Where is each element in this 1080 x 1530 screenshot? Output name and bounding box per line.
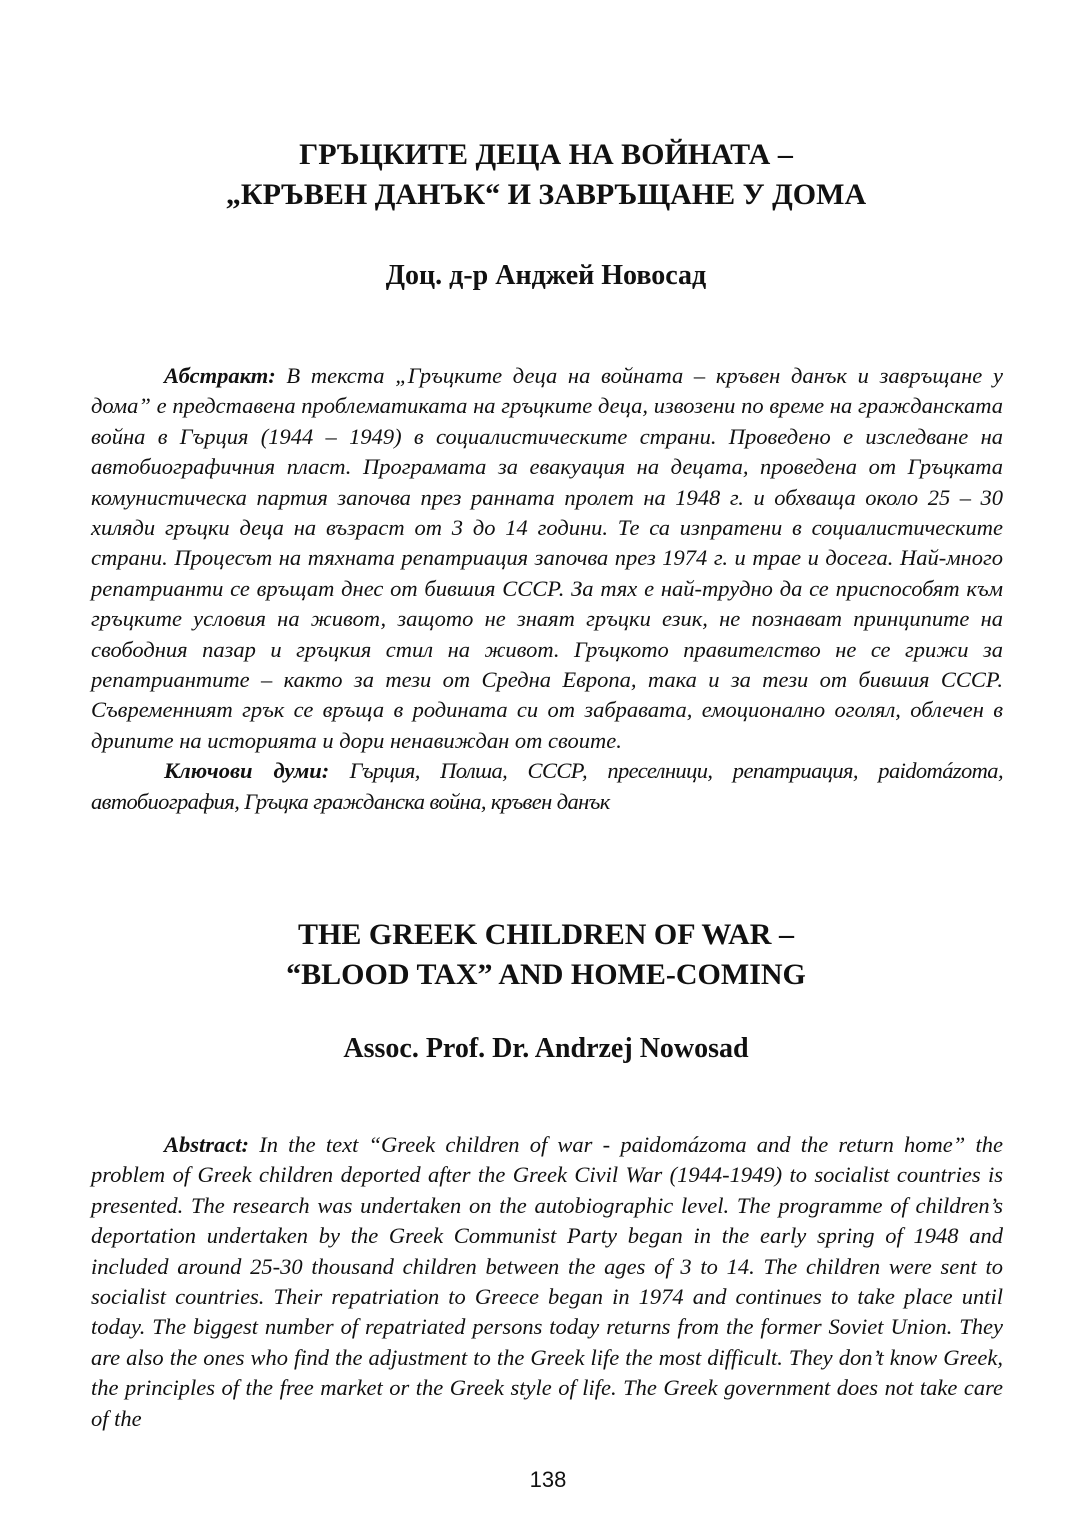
- bulgarian-keywords-text: Гърция, Полша, СССР, преселници, репатриация, paidomázoma, автобиография, Гръцка гражданска война, кръвен данък: [91, 758, 1003, 814]
- english-abstract-text: In the text “Greek children of war - paidomázoma and the return home” the problem of Greek children deported after the Greek Civil War (1944-1949) to socialist countries is presented. The research was undertaken on the autobiographic level. The programme of children’s deportation undertaken by the Greek Communist Party began in the early spring of 1948 and included around 25-30 thousand children between the ages of 3 to 14. The children were sent to socialist countries. Their repatriation to Greece began in 1974 and continues to take place until today. The biggest number of repatriated persons today returns from the former Soviet Union. They are also the ones who find the adjustment to the Greek life the most difficult. They don’t know Greek, the principles of the free market or the Greek style of life. The Greek government does not take care of the: [91, 1132, 1003, 1431]
- english-abstract: [91, 1130, 1003, 1434]
- bulgarian-abstract-text: В текста „Гръцките деца на войната – кръвен данък и завръщане у дома” е представена проблематиката на гръцките деца, извозени по време на гражданската война в Гърция (1944 – 1949) в социалистическите страни. Проведено е изследване на автобиографичния пласт. Програмата за евакуация на децата, проведена от Гръцката комунистическа партия започва през ранната пролет на 1948 г. и обхваща около 25 – 30 хиляди гръцки деца на възраст от 3 до 14 години. Те са изпратени в социалистическите страни. Процесът на тяхната репатриация започва през 1974 г. и трае и досега. Най-много репатрианти се връщат днес от бившия СССР. За тях е най-трудно да се приспособят към гръцките условия на живот, защото не знаят гръцки език, не познават принципите на свободния пазар и гръцкия стил на живот. Гръцкото правителство не се грижи за репатриантите – както за тези от Средна Европа, така и за тези от бившия СССР. Съвременният грък се връща в родината си от забравата, емоционално оголял, облечен в дрипите на историята и дори ненавиждан от своите.: [91, 363, 1003, 753]
- english-abstract-label: Abstract:: [164, 1132, 250, 1157]
- bulgarian-author: Доц. д-р Анджей Новосад: [385, 260, 707, 291]
- bulgarian-title-line-1: ГРЪЦКИТЕ ДЕЦА НА ВОЙНАТА –: [299, 138, 793, 171]
- english-title-line-1: THE GREEK CHILDREN OF WAR –: [298, 918, 794, 951]
- english-abstract-paragraph: [91, 1130, 1003, 1434]
- english-title: [90, 915, 1002, 995]
- english-title-line-2: “BLOOD TAX” AND HOME-COMING: [286, 958, 806, 991]
- bulgarian-title: [90, 135, 1002, 215]
- page-number: 138: [529, 1467, 567, 1492]
- bulgarian-keywords-label: Ключови думи:: [164, 758, 330, 784]
- bulgarian-abstract-paragraph: [91, 361, 1003, 756]
- bulgarian-abstract: [91, 361, 1003, 817]
- bulgarian-abstract-label: Абстракт:: [164, 363, 276, 388]
- english-author: Assoc. Prof. Dr. Andrzej Nowosad: [343, 1033, 749, 1064]
- bulgarian-title-line-2: „КРЪВЕН ДАНЪК“ И ЗАВРЪЩАНЕ У ДОМА: [225, 178, 867, 211]
- bulgarian-keywords-paragraph: [91, 756, 1003, 817]
